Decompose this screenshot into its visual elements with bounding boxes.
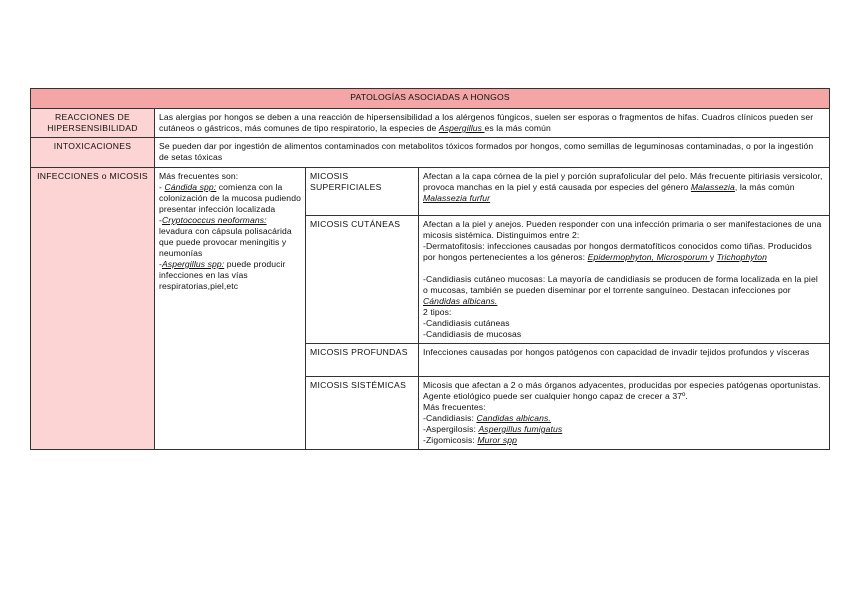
candidiasis-prefix: -Candidiasis: <box>423 413 477 423</box>
genus-malassezia-furfur: Malassezia furfur <box>423 193 491 203</box>
genus-malassezia: Malassezia <box>690 182 735 192</box>
fungal-pathologies-table <box>30 88 830 450</box>
asper-text: puede producir infecciones en las vías respiratorias,piel,etc <box>159 259 286 291</box>
superficiales-text-2: , la más común <box>734 182 795 192</box>
crypto-prefix: - <box>159 215 162 225</box>
text-mas-frecuentes <box>155 168 306 450</box>
cutaneas-sep: y <box>709 252 717 262</box>
paragraph-gap <box>423 263 825 274</box>
cutaneas-p2: -Dermatofitosis: infecciones causadas por hongos dermatofíticos conocidos como tiñas. Producidos por hongos pertenecientes a los géneros: <box>423 241 812 262</box>
label-profundas: MICOSIS PROFUNDAS <box>306 344 419 377</box>
genus-epidermophyton: Epidermophyton, Microsporum <box>587 252 710 262</box>
genus-candida: Cándida spp: <box>164 182 217 192</box>
text-profundas: Infecciones causadas por hongos patógenos con capacidad de invadir tejidos profundos y vísceras <box>419 344 830 377</box>
genus-candidas-albicans: Cándidas albicans. <box>423 296 498 306</box>
hiper-text-part: Las alergias por hongos se deben a una reacción de hipersensibilidad a los alérgenos fúngicos, suelen ser esporas o fragmentos de hifas. Cuadros clínicos pueden ser cutáneos o gástricos, más comunes de tipo respiratorio, la especies de <box>159 112 814 133</box>
label-infecciones: INFECCIONES o MICOSIS <box>31 168 155 450</box>
cutaneas-tipo-1: -Candidiasis cutáneas <box>423 318 510 328</box>
table-title-row <box>31 89 830 109</box>
zigomicosis-prefix: -Zigomicosis: <box>423 435 478 445</box>
asper-prefix: - <box>159 259 162 269</box>
label-hipersensibilidad: REACCIONES DE HIPERSENSIBILIDAD <box>31 109 155 138</box>
aspergilosis-prefix: -Aspergilosis: <box>423 424 479 434</box>
cutaneas-tipos: 2 tipos: <box>423 307 452 317</box>
sistemicas-l2: Agente etiológico puede ser cualquier hongo capaz de crecer a 37º. <box>423 391 688 401</box>
text-hipersensibilidad <box>155 109 830 138</box>
text-superficiales <box>419 168 830 216</box>
text-cutaneas <box>419 216 830 344</box>
cutaneas-p3: -Candidiasis cutáneo mucosas: La mayoría de candidiasis se producen de forma localizada en la piel o mucosas, también se pueden diseminar por el torrente sanguíneo. Destacan infecciones por <box>423 274 818 295</box>
genus-aspergillus-spp: Aspergillus spp: <box>161 259 225 269</box>
sistemicas-zigomicosis <box>423 435 825 446</box>
hiper-text-end: es la más común <box>484 123 551 133</box>
sistemicas-aspergilosis <box>423 424 825 435</box>
sistemicas-l1: Micosis que afectan a 2 o más órganos adyacentes, producidas por especies patógenas oportunistas. <box>423 380 821 390</box>
table-title: PATOLOGÍAS ASOCIADAS A HONGOS <box>31 89 830 109</box>
cutaneas-p1: Afectan a la piel y anejos. Pueden responder con una infección primaria o ser manifestaciones de una micosis sistémica. Distinguimos entre 2: <box>423 219 822 240</box>
genus-aspergillus: Aspergillus <box>438 123 485 133</box>
genus-muror: Muror spp <box>477 435 517 445</box>
label-cutaneas: MICOSIS CUTÁNEAS <box>306 216 419 344</box>
genus-cryptococcus: Cryptococcus neoformans: <box>161 215 267 225</box>
label-superficiales: MICOSIS SUPERFICIALES <box>306 168 419 216</box>
candida-text: comienza con la colonización de la mucosa pudiendo presentar infección localizada <box>159 182 301 214</box>
row-intoxicaciones <box>31 138 830 168</box>
genus-aspergillus-fumigatus: Aspergillus fumigatus <box>478 424 563 434</box>
text-intoxicaciones: Se pueden dar por ingestión de alimentos contaminados con metabolitos tóxicos formados por hongos, como semillas de leguminosas contaminadas, o por la ingestión de setas tóxicas <box>155 138 830 168</box>
text-sistemicas <box>419 377 830 450</box>
label-sistemicas: MICOSIS SISTÉMICAS <box>306 377 419 450</box>
genus-trichophyton: Trichophyton <box>716 252 767 262</box>
sistemicas-l3: Más frecuentes: <box>423 402 486 412</box>
superficiales-text-1: Afectan a la capa córnea de la piel y porción suprafolicular del pelo. Más frecuente pitiriasis versicolor, provoca manchas en la piel y está causada por especies del género <box>423 171 823 192</box>
candida-prefix: - <box>159 182 165 192</box>
frecuentes-heading: Más frecuentes son: <box>159 171 239 181</box>
genus-candidas-albicans-2: Candidas albicans. <box>476 413 551 423</box>
row-superficiales <box>31 168 830 216</box>
cutaneas-tipo-2: -Candidiasis de mucosas <box>423 329 522 339</box>
sistemicas-candidiasis <box>423 413 825 424</box>
row-hipersensibilidad <box>31 109 830 138</box>
crypto-text: levadura con cápsula polisacárida que puede provocar meningitis y neumonías <box>159 226 292 258</box>
label-intoxicaciones: INTOXICACIONES <box>31 138 155 168</box>
